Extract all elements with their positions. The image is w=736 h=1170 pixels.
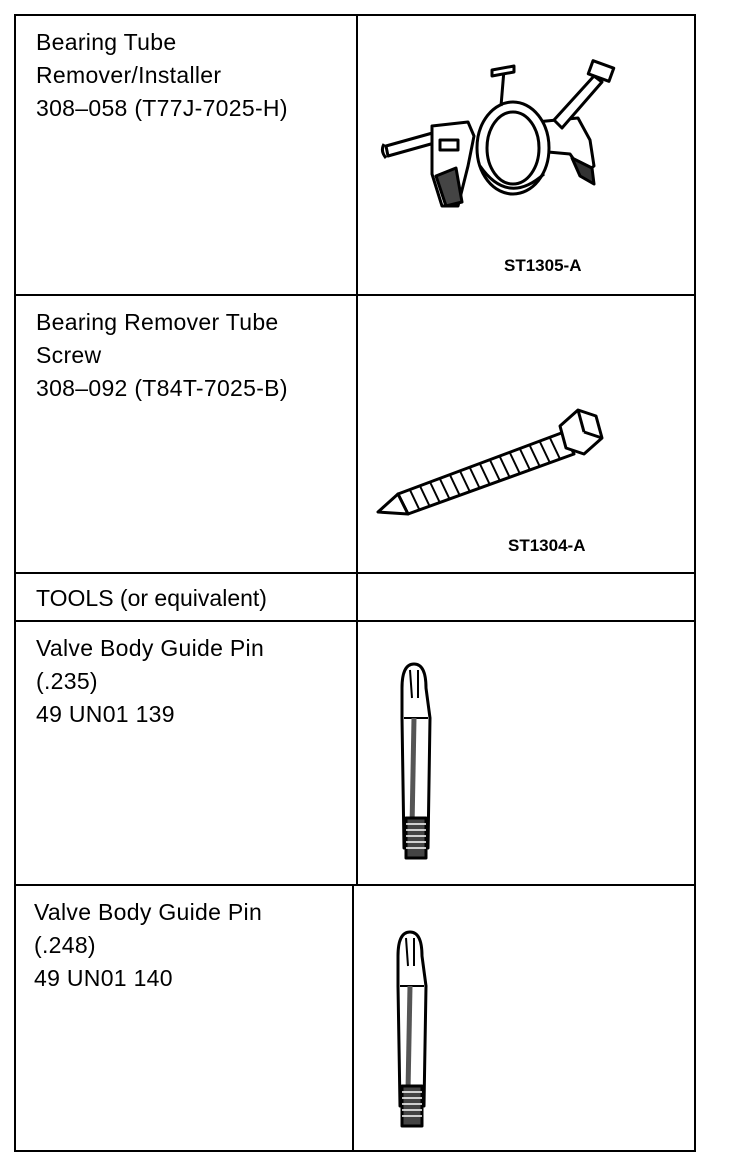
- tool-description: [36, 632, 264, 731]
- tool-name-line1: Valve Body Guide Pin: [34, 899, 263, 925]
- tool-description-cell: [16, 16, 358, 294]
- tool-description: [34, 896, 262, 995]
- illustration-code: ST1304-A: [508, 536, 586, 555]
- illustration-code: ST1305-A: [504, 256, 582, 275]
- tools-table: [14, 14, 696, 1152]
- guide-pin-icon: [384, 926, 444, 1136]
- tool-name-line2: (.235): [36, 668, 98, 694]
- table-row: [16, 574, 694, 622]
- tool-description-cell: [16, 296, 358, 572]
- tool-illustration-cell: [358, 296, 694, 572]
- table-row: [16, 16, 694, 296]
- tool-name-line2: Remover/Installer: [36, 62, 222, 88]
- tool-part-number: 308–092 (T84T-7025-B): [36, 375, 288, 401]
- section-header: TOOLS (or equivalent): [36, 585, 267, 611]
- tool-description-cell: [16, 622, 358, 884]
- remover-tube-screw-icon: [358, 376, 688, 526]
- tool-illustration-cell: [358, 622, 694, 884]
- bearing-tube-remover-installer-icon: [358, 56, 688, 256]
- tool-illustration-cell: [358, 16, 694, 294]
- empty-cell: [358, 574, 694, 620]
- tool-description: [36, 306, 288, 405]
- tool-description: [36, 26, 288, 125]
- tool-description-cell: [16, 886, 354, 1150]
- tool-name-line1: Bearing Tube: [36, 29, 177, 55]
- tool-name-line1: Valve Body Guide Pin: [36, 635, 265, 661]
- table-row: [16, 886, 694, 1150]
- table-row: [16, 622, 694, 886]
- tool-part-number: 49 UN01 140: [34, 965, 173, 991]
- tool-name-line2: (.248): [34, 932, 96, 958]
- table-row: [16, 296, 694, 574]
- tool-name-line1: Bearing Remover Tube: [36, 309, 279, 335]
- tool-illustration-cell: [354, 886, 694, 1150]
- tool-part-number: 49 UN01 139: [36, 701, 175, 727]
- tool-name-line2: Screw: [36, 342, 102, 368]
- guide-pin-icon: [388, 658, 448, 868]
- section-header-cell: [16, 574, 358, 620]
- tool-part-number: 308–058 (T77J-7025-H): [36, 95, 288, 121]
